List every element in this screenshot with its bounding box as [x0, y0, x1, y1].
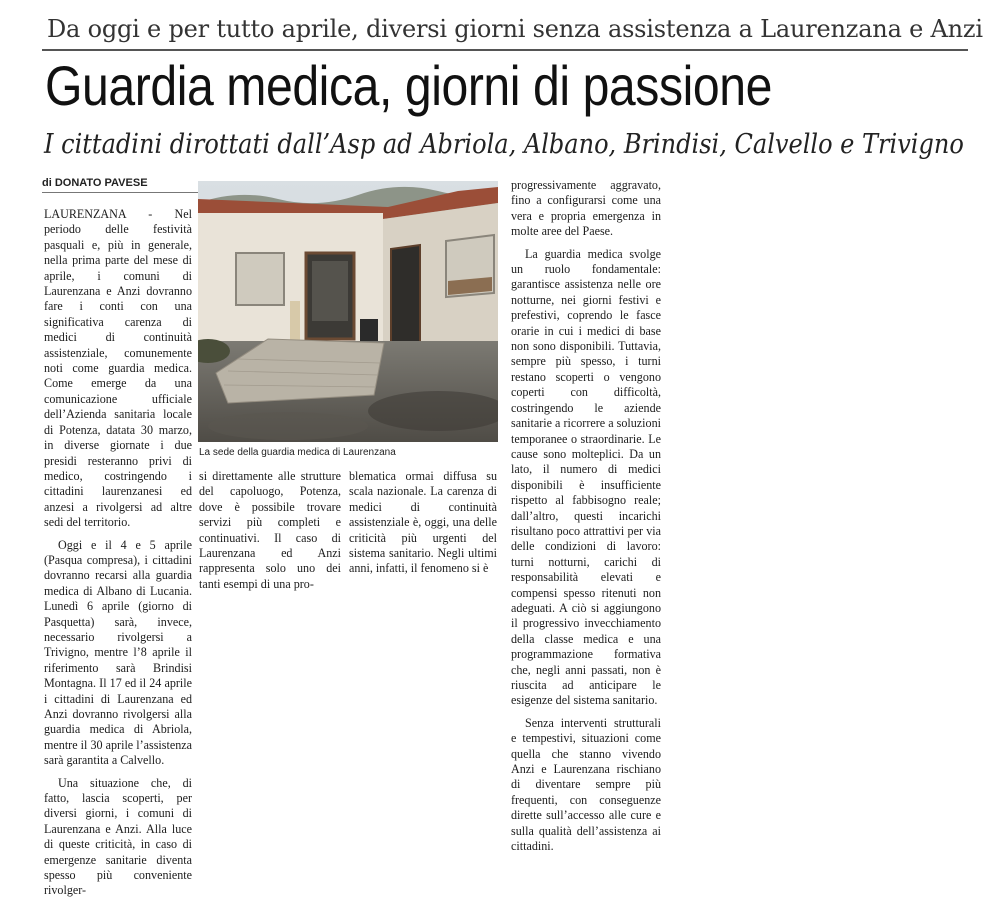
paragraph: Oggi e il 4 e 5 aprile (Pasqua compresa), i cittadini dovranno recarsi alla guardia medica di Albano di Lucania. Lunedì 6 aprile (giorno di Pasquetta) sarà, invece, necessario rivolgersi a Trivigno, mentre l’8 aprile il riferimento sarà Brindisi Montagna. Il 17 ed il 24 aprile i cittadini di Laurenzana ed Anzi dovranno rivolgersi alla guardia medica di Abriola, mentre il 30 aprile l’assistenza sarà garantita a Calvello.: [44, 537, 192, 768]
paragraph: LAURENZANA - Nel periodo delle festività pasquali e, più in generale, nella prima parte del mese di aprile, i comuni di Laurenzana e Anzi dovranno fare i conti con una significativa carenza di medici di continuità assistenziale, comunemente noti come guardia medica. Come emerge da una comunicazione ufficiale dell’Azienda sanitaria locale di Potenza, datata 30 marzo, in diverse giornate i due presidi resteranno privi di medico, costringendo i cittadini laurenzanesi ed anzesi a rivolgersi ad altre sedi del territorio.: [44, 207, 192, 530]
paragraph: si direttamente alle strutture del capoluogo, Potenza, dove è possibile trovare servizi più completi e continuativi. Il caso di Laurenzana ed Anzi rappresenta solo uno dei tanti esempi di una pro-: [199, 469, 341, 591]
article-byline: di DONATO PAVESE: [42, 176, 198, 193]
article-headline: Guardia medica, giorni di passione: [45, 54, 772, 117]
paragraph: Una situazione che, di fatto, lascia scoperti, per diversi giorni, i comuni di Laurenzana e Anzi. Alla luce di queste criticità, in caso di emergenze sanitarie diventa spesso più conveniente rivolger-: [44, 775, 192, 898]
paragraph: La guardia medica svolge un ruolo fondamentale: garantisce assistenza nelle ore notturne, nei giorni festivi e prefestivi, coprendo le fasce orarie in cui i medici di base non sono disponibili. Tuttavia, sempre più spesso, i turni restano scoperti o vengono coperti con difficoltà, costringendo le aziende sanitarie a ricorrere a soluzioni temporanee o straordinarie. Le cause sono molteplici. Da un lato, il numero di medici disponibili è insufficiente rispetto al fabbisogno reale; dall’altro, questi incarichi risultano poco attrattivi per via delle condizioni di lavoro: turni notturni, carichi di responsabilità elevati e compensi spesso ritenuti non adeguati. A ciò si aggiungono il progressivo invecchiamento della classe medica e una programmazione formativa che, negli anni passati, non è riuscita ad anticipare le esigenze del sistema sanitario.: [511, 246, 661, 708]
paragraph: progressivamente aggravato, fino a configurarsi come una vera e propria emergenza in molte aree del Paese.: [511, 178, 661, 239]
article-column-2: [199, 469, 341, 592]
paragraph: blematica ormai diffusa su scala nazionale. La carenza di medici di continuità assistenziale è, oggi, una delle criticità più urgenti del sistema sanitario. Negli ultimi anni, infatti, il fenomeno si è: [349, 469, 497, 576]
article-column-1: [44, 207, 192, 899]
article-photo: [198, 181, 498, 442]
clinic-building-photo: [198, 181, 498, 442]
photo-caption: La sede della guardia medica di Laurenzana: [199, 447, 396, 458]
article-column-4: [511, 178, 661, 854]
article-kicker: Da oggi e per tutto aprile, diversi giorni senza assistenza a Laurenzana e Anzi: [47, 15, 983, 43]
article-column-3: [349, 469, 497, 577]
article-subhead: I cittadini dirottati dall’Asp ad Abriola, Albano, Brindisi, Calvello e Trivigno: [44, 129, 964, 160]
paragraph: Senza interventi strutturali e tempestivi, situazioni come quella che stanno vivendo Anzi e Laurenzana rischiano di diventare sempre più frequenti, con conseguenze dirette sull’accesso alle cure e sulla qualità dell’assistenza ai cittadini.: [511, 715, 661, 854]
